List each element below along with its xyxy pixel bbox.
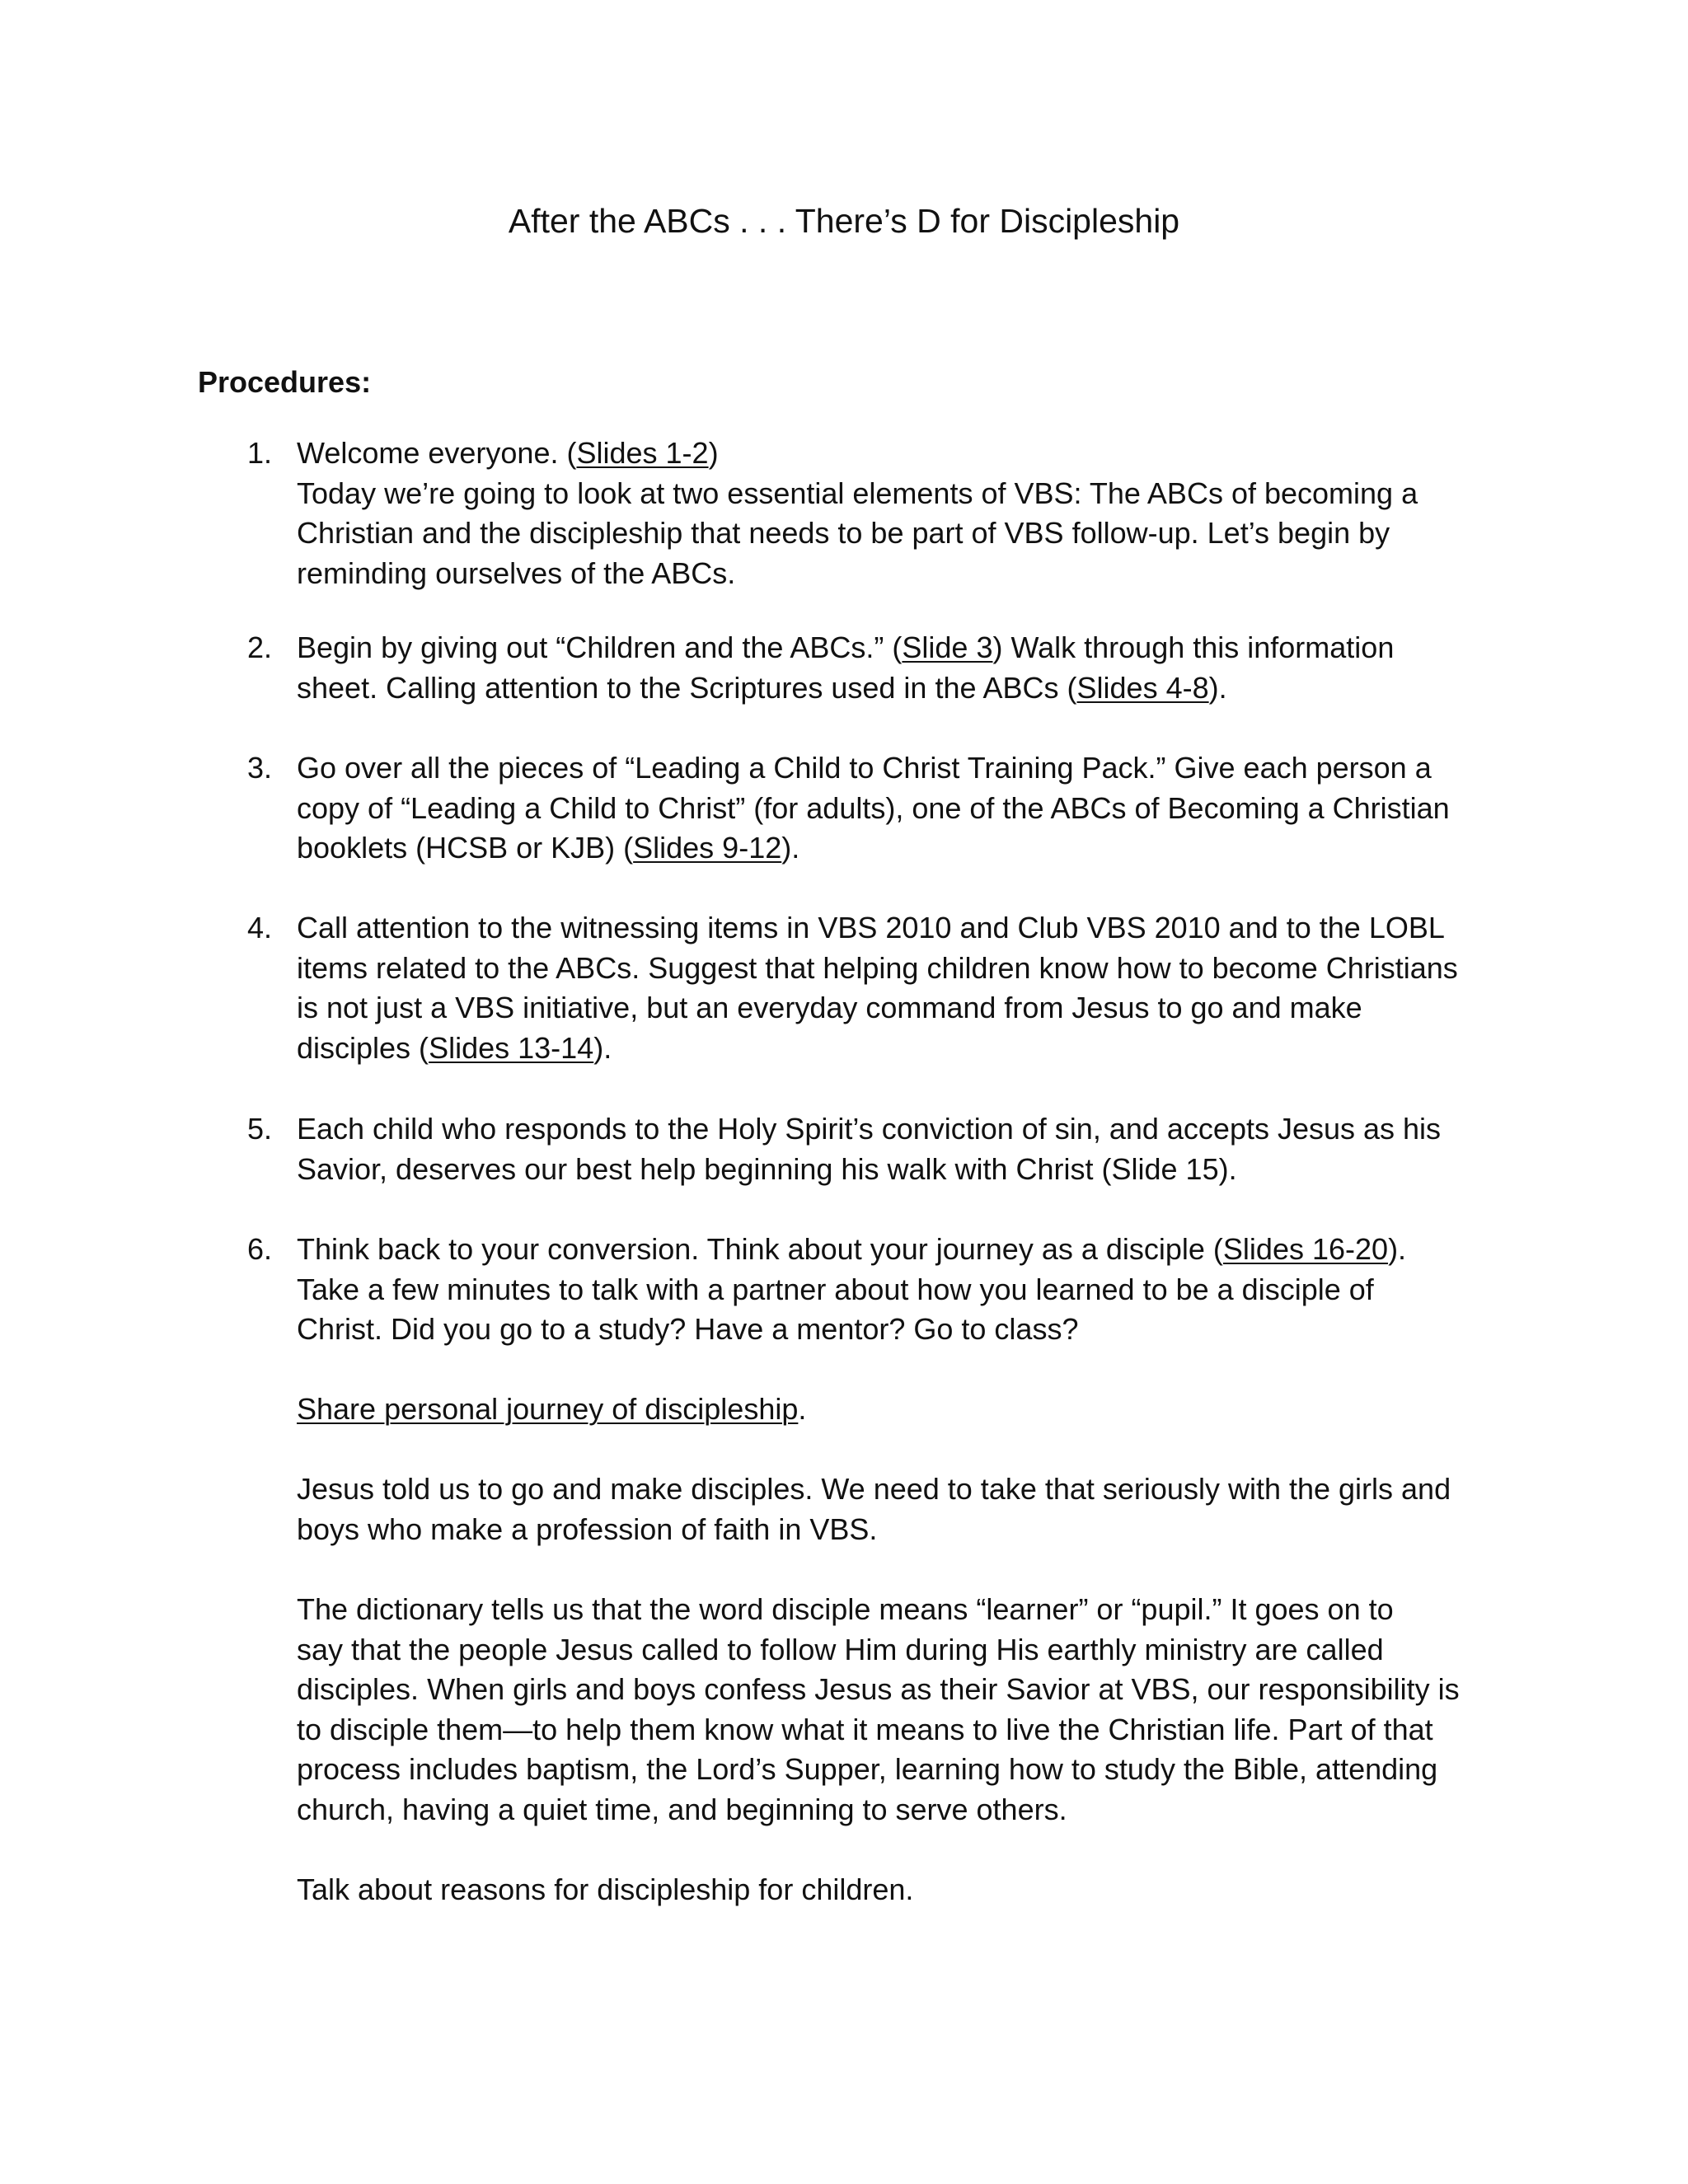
slides-link[interactable]: Slide 3 <box>902 630 993 664</box>
item-number: 5. <box>247 1112 273 1146</box>
item-line: say that the people Jesus called to follow Him during His earthly ministry are called <box>297 1632 1384 1666</box>
item-number: 6. <box>247 1232 273 1266</box>
item-number: 1. <box>247 436 273 470</box>
share-journey-link[interactable]: Share personal journey of discipleship <box>297 1392 799 1426</box>
item-text: Welcome everyone. ( <box>297 436 577 470</box>
item-line: reminding ourselves of the ABCs. <box>297 555 736 590</box>
talk-paragraph <box>297 1870 1500 1910</box>
item-number: 3. <box>247 751 273 785</box>
item-line: Call attention to the witnessing items in VBS 2010 and Club VBS 2010 and to the LOBL <box>297 911 1445 944</box>
item-line: Today we’re going to look at two essential elements of VBS: The ABCs of becoming a <box>297 476 1418 510</box>
slides-link[interactable]: Slides 1-2 <box>576 436 709 470</box>
item-line: Each child who responds to the Holy Spirit’s conviction of sin, and accepts Jesus as his <box>297 1112 1442 1146</box>
item-line: Talk about reasons for discipleship for children. <box>297 1872 914 1906</box>
item-text: sheet. Calling attention to the Scriptures used in the ABCs ( <box>297 670 1077 705</box>
item-text: ). <box>781 831 800 865</box>
item-text: booklets (HCSB or KJB) ( <box>297 831 634 865</box>
item-line: items related to the ABCs. Suggest that helping children know how to become Christians <box>297 950 1458 985</box>
item-line: copy of “Leading a Child to Christ” (for adults), one of the ABCs of Becoming a Christian <box>297 790 1450 825</box>
item-line: church, having a quiet time, and beginning to serve others. <box>297 1792 1067 1826</box>
item-text: ). <box>1208 670 1227 705</box>
item-text: ) Walk through this information <box>992 630 1395 664</box>
document-title: After the ABCs . . . There’s D for Discipleship <box>508 202 1180 240</box>
share-journey-paragraph <box>297 1390 1500 1430</box>
item-line <box>297 828 1500 869</box>
item-line <box>297 434 1500 474</box>
list-item <box>297 628 1500 708</box>
slides-link[interactable]: Slides 16-20 <box>1222 1232 1389 1266</box>
item-line: is not just a VBS initiative, but an everyday command from Jesus to go and make <box>297 991 1362 1024</box>
item-text: ) <box>708 436 719 470</box>
item-line <box>297 1390 1500 1430</box>
slides-link[interactable]: Slides 13-14 <box>429 1030 594 1065</box>
item-line: boys who make a profession of faith in VBS. <box>297 1511 878 1546</box>
procedures-heading: Procedures: <box>198 365 372 399</box>
item-line <box>297 628 1500 668</box>
item-line: Go over all the pieces of “Leading a Child to Christ Training Pack.” Give each person a <box>297 751 1432 785</box>
item-line: Savior, deserves our best help beginning his walk with Christ (Slide 15). <box>297 1151 1237 1186</box>
item-number: 4. <box>247 911 273 944</box>
list-item <box>297 1230 1500 1350</box>
item-text: Think back to your conversion. Think about your journey as a disciple ( <box>297 1232 1223 1266</box>
item-line: Jesus told us to go and make disciples. We need to take that seriously with the girls and <box>297 1472 1451 1506</box>
item-text: Begin by giving out “Children and the ABCs.” ( <box>297 630 903 664</box>
item-line: process includes baptism, the Lord’s Supper, learning how to study the Bible, attending <box>297 1752 1438 1786</box>
item-line <box>297 1029 1500 1069</box>
item-line <box>297 1230 1500 1270</box>
item-line <box>297 668 1500 709</box>
item-text: ). <box>593 1030 612 1065</box>
item-line: Christ. Did you go to a study? Have a mentor? Go to class? <box>297 1312 1079 1346</box>
slides-link[interactable]: Slides 4-8 <box>1076 670 1209 705</box>
item-line: Take a few minutes to talk with a partner about how you learned to be a disciple of <box>297 1272 1374 1306</box>
jesus-paragraph <box>297 1469 1500 1549</box>
slides-link[interactable]: Slides 9-12 <box>633 831 782 865</box>
item-text: . <box>798 1392 807 1426</box>
item-number: 2. <box>247 630 273 664</box>
item-text: ). <box>1388 1232 1407 1266</box>
list-item <box>297 908 1500 1068</box>
dictionary-paragraph <box>297 1590 1500 1830</box>
item-line: disciples. When girls and boys confess Jesus as their Savior at VBS, our responsibility is <box>297 1672 1460 1706</box>
item-line: to disciple them—to help them know what it means to live the Christian life. Part of that <box>297 1712 1433 1746</box>
list-item <box>297 1109 1500 1189</box>
list-item <box>297 434 1500 593</box>
item-line: Christian and the discipleship that needs to be part of VBS follow-up. Let’s begin by <box>297 516 1390 550</box>
item-line: The dictionary tells us that the word disciple means “learner” or “pupil.” It goes on to <box>297 1592 1394 1626</box>
list-item <box>297 748 1500 869</box>
item-text: disciples ( <box>297 1030 429 1065</box>
